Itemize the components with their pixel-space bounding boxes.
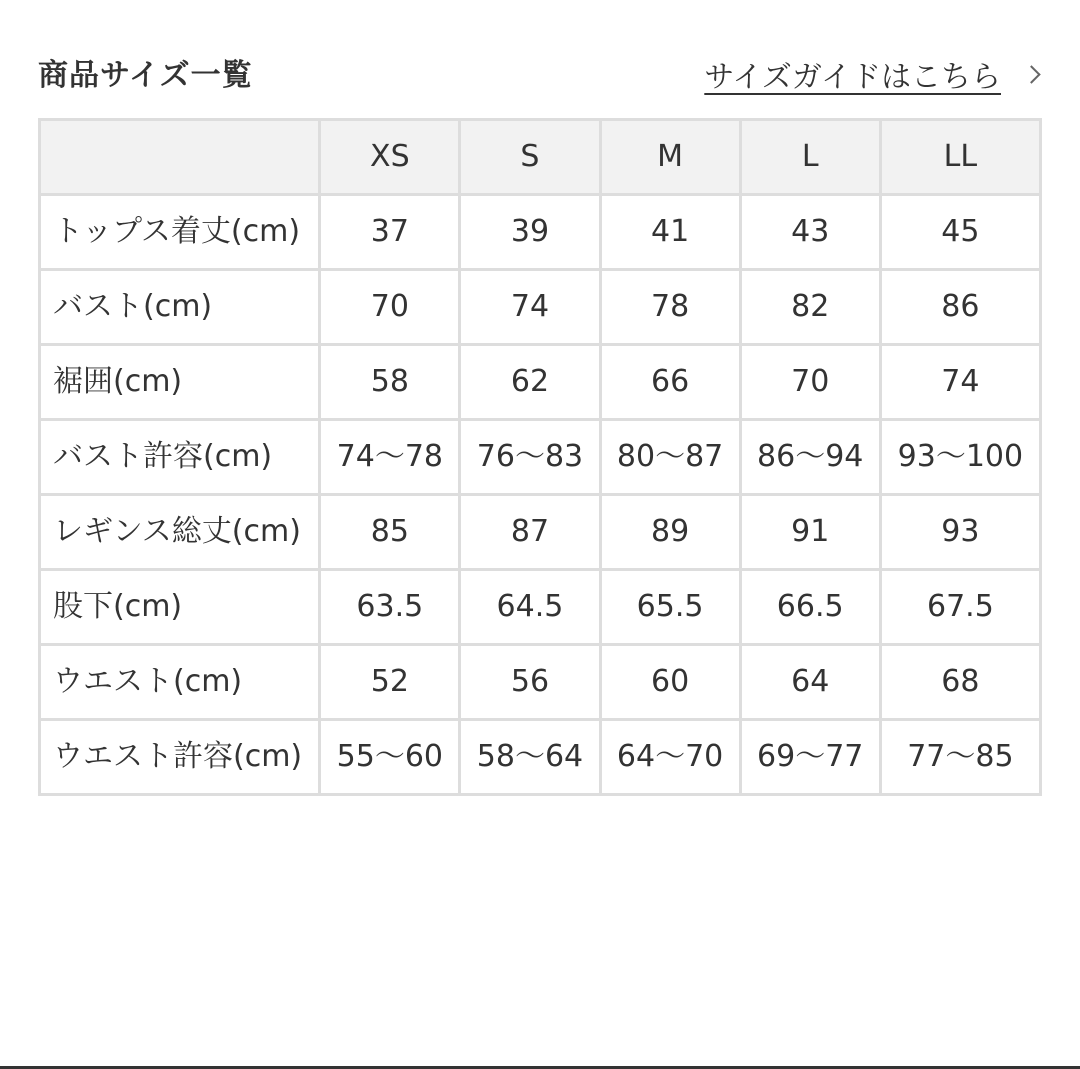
table-cell: 62 (460, 345, 600, 420)
size-header-s: S (460, 120, 600, 195)
table-cell: 64〜70 (600, 720, 740, 795)
size-list-header (38, 44, 1042, 98)
table-row (40, 495, 1041, 570)
table-row (40, 645, 1041, 720)
table-cell: 80〜87 (600, 420, 740, 495)
table-cell: 64 (740, 645, 880, 720)
table-cell: 70 (740, 345, 880, 420)
table-cell: 82 (740, 270, 880, 345)
table-cell: 67.5 (880, 570, 1040, 645)
table-cell: 86〜94 (740, 420, 880, 495)
size-header-ll: LL (880, 120, 1040, 195)
table-row (40, 270, 1041, 345)
table-cell: 89 (600, 495, 740, 570)
table-cell: 93〜100 (880, 420, 1040, 495)
page-title: 商品サイズ一覧 (38, 58, 253, 93)
row-label: 裾囲(cm) (40, 345, 320, 420)
table-cell: 85 (320, 495, 460, 570)
size-header-l: L (740, 120, 880, 195)
table-cell: 66.5 (740, 570, 880, 645)
table-cell: 78 (600, 270, 740, 345)
table-cell: 52 (320, 645, 460, 720)
table-cell: 58 (320, 345, 460, 420)
table-cell: 70 (320, 270, 460, 345)
table-cell: 37 (320, 195, 460, 270)
table-cell: 74〜78 (320, 420, 460, 495)
size-guide-link-label[interactable]: サイズガイドはこちら (704, 60, 1001, 95)
table-cell: 69〜77 (740, 720, 880, 795)
table-cell: 55〜60 (320, 720, 460, 795)
table-cell: 45 (880, 195, 1040, 270)
row-label: レギンス総丈(cm) (40, 495, 320, 570)
table-cell: 64.5 (460, 570, 600, 645)
table-cell: 65.5 (600, 570, 740, 645)
table-row (40, 195, 1041, 270)
row-label: 股下(cm) (40, 570, 320, 645)
table-cell: 66 (600, 345, 740, 420)
table-cell: 63.5 (320, 570, 460, 645)
chevron-right-icon[interactable] (1022, 65, 1040, 83)
table-cell: 41 (600, 195, 740, 270)
header-empty-cell (40, 120, 320, 195)
size-table (38, 118, 1042, 796)
table-cell: 58〜64 (460, 720, 600, 795)
table-cell: 56 (460, 645, 600, 720)
table-cell: 87 (460, 495, 600, 570)
table-cell: 74 (880, 345, 1040, 420)
table-cell: 91 (740, 495, 880, 570)
size-header-xs: XS (320, 120, 460, 195)
table-cell: 86 (880, 270, 1040, 345)
table-row (40, 345, 1041, 420)
table-row (40, 420, 1041, 495)
table-cell: 39 (460, 195, 600, 270)
row-label: トップス着丈(cm) (40, 195, 320, 270)
table-cell: 68 (880, 645, 1040, 720)
table-cell: 43 (740, 195, 880, 270)
row-label: バスト許容(cm) (40, 420, 320, 495)
size-header-m: M (600, 120, 740, 195)
row-label: ウエスト許容(cm) (40, 720, 320, 795)
table-cell: 60 (600, 645, 740, 720)
table-row (40, 720, 1041, 795)
size-header-row (40, 120, 1041, 195)
table-row (40, 570, 1041, 645)
table-cell: 74 (460, 270, 600, 345)
size-guide-link[interactable] (704, 52, 1042, 96)
row-label: バスト(cm) (40, 270, 320, 345)
table-cell: 77〜85 (880, 720, 1040, 795)
table-cell: 93 (880, 495, 1040, 570)
table-cell: 76〜83 (460, 420, 600, 495)
row-label: ウエスト(cm) (40, 645, 320, 720)
